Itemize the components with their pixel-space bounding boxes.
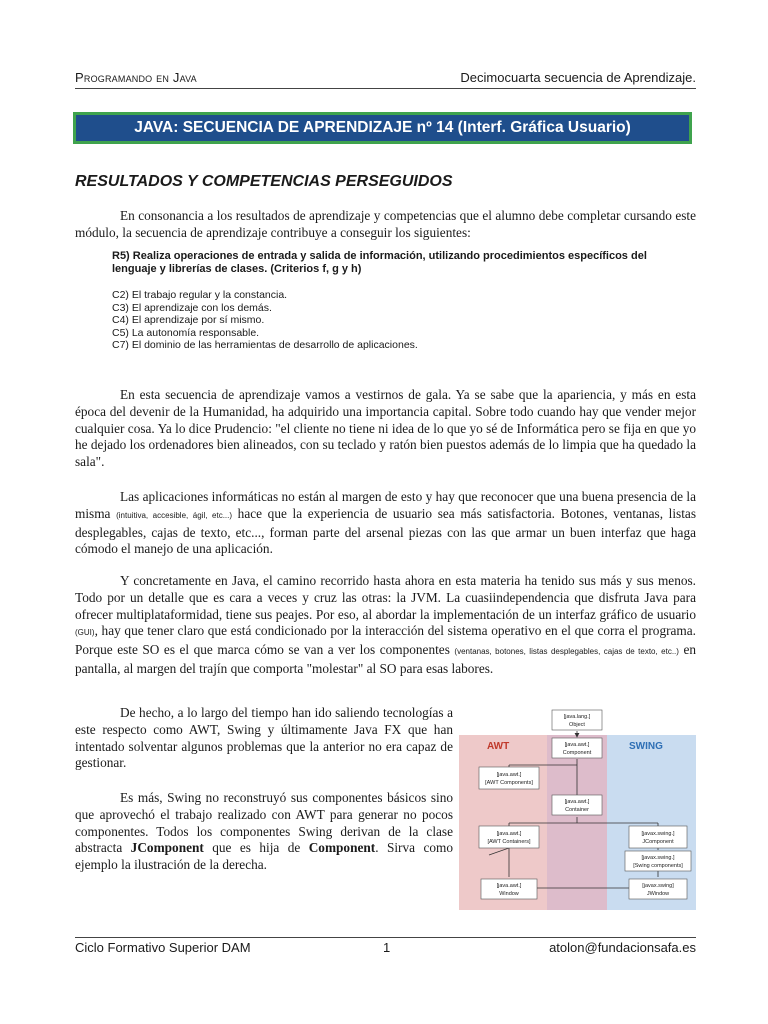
paragraph-5 xyxy=(75,790,453,874)
text-run: Es más, Swing no reconstruyó sus componentes básicos sino que aprovechó el trabajo realizado con AWT para generar no pocos componentes. Todos los componentes Swing derivan de la clase abstracta xyxy=(75,790,453,856)
object-box-package: [java.lang.] xyxy=(563,714,591,720)
header-left-text: Programando en Java xyxy=(75,70,197,85)
awt-components-box-class: [AWT Components] xyxy=(485,780,533,786)
text-run: Y concretamente en Java, el camino recorrido hasta ahora en esta materia ha tenido sus más y sus menos. Todo por un detalle que es cara a veces y cruz las otras: la JVM. La cuasiindependencia que disfruta Java para ofrecer multiplataformidad, tiene sus peajes. Por eso, al abordar la implementación de un interfaz gráfico de usuario xyxy=(75,573,696,622)
awt-containers-box-package: [java.awt.] xyxy=(496,831,522,837)
container-box-class: Container xyxy=(565,807,589,813)
text-run: , hay que tener claro que está condicionado por la interacción del sistema operativo en el que corra el programa. Porque este SO es el que marca cómo se van a ver los componentes xyxy=(75,623,696,658)
text-run: en pantalla, al margen del trajín que comporta "molestar" al SO para esas labores. xyxy=(75,642,697,676)
jcomponent-box-class: JComponent xyxy=(642,839,674,845)
swing-components-box-package: [javax.swing.] xyxy=(641,855,675,861)
footer-page-number: 1 xyxy=(383,940,391,955)
paragraph-4: De hecho, a lo largo del tiempo han ido saliendo tecnologías a este respecto como AWT, Swing y últimamente Java FX que han intentado solventar algunos problemas que la anterior no era capaz de gestionar. xyxy=(75,705,453,771)
r5-result: R5) Realiza operaciones de entrada y salida de información, utilizando procedimientos específicos del lenguaje y librerías de clases. (Criterios f, g y h) xyxy=(112,250,647,275)
awt-containers-box-class: [AWT Containers] xyxy=(487,839,531,845)
component-term: Component xyxy=(308,840,376,856)
banner-title: JAVA: SECUENCIA DE APRENDIZAJE nº 14 (Interf. Gráfica Usuario) xyxy=(134,119,631,136)
criteria-item: C2) El trabajo regular y la constancia. xyxy=(112,289,288,301)
page-header xyxy=(75,68,696,89)
component-box-class: Component xyxy=(562,750,592,756)
swing-label: SWING xyxy=(629,741,663,752)
page-footer xyxy=(75,937,696,958)
awt-label: AWT xyxy=(487,741,510,752)
small-note: (ventanas, botones, listas desplegables, cajas de texto, etc..) xyxy=(454,647,679,657)
criteria-item: C3) El aprendizaje con los demás. xyxy=(112,301,272,314)
footer-email: atolon@fundacionsafa.es xyxy=(549,940,696,955)
criteria-item: C7) El dominio de las herramientas de desarrollo de aplicaciones. xyxy=(112,339,418,351)
text-run: . Sirva como ejemplo la ilustración de la derecha. xyxy=(75,840,453,873)
awt-components-box-package: [java.awt.] xyxy=(496,772,522,778)
criteria-list xyxy=(112,289,418,352)
title-banner xyxy=(73,112,692,144)
jwindow-box-class: JWindow xyxy=(646,891,670,897)
swing-components-box-class: [Swing components] xyxy=(633,863,683,869)
object-box-class: Object xyxy=(569,722,585,728)
footer-course: Ciclo Formativo Superior DAM xyxy=(75,940,251,955)
window-box-package: [java.awt.] xyxy=(496,883,522,889)
jcomponent-term: JComponent xyxy=(130,840,204,856)
text-run: que es hija de xyxy=(203,840,309,856)
component-box-package: [java.awt.] xyxy=(564,742,590,748)
header-right-text: Decimocuarta secuencia de Aprendizaje. xyxy=(460,70,696,85)
small-note: (GUI) xyxy=(75,628,95,638)
criteria-item: C5) La autonomía responsable. xyxy=(112,326,260,339)
text-run: hace que la experiencia de usuario sea más satisfactoria. Botones, ventanas, listas desplegables, cajas de texto, etc..., forman parte del arsenal piezas con las que armar un buen interfaz que haga cómodo el manejo de una aplicación. xyxy=(75,505,696,557)
criteria-item: C4) El aprendizaje por sí mismo. xyxy=(112,314,265,326)
awt-swing-hierarchy-diagram xyxy=(459,705,696,910)
paragraph-3 xyxy=(75,573,696,678)
section-title: RESULTADOS Y COMPETENCIAS PERSEGUIDOS xyxy=(75,173,453,190)
jcomponent-box-package: [javax.swing.] xyxy=(641,831,675,837)
text-run: Las aplicaciones informáticas no están al margen de esto y hay que reconocer que una buena presencia de la misma xyxy=(75,489,696,521)
intro-paragraph: En consonancia a los resultados de aprendizaje y competencias que el alumno debe completar cursando este módulo, la secuencia de aprendizaje contribuye a conseguir los siguientes: xyxy=(75,208,696,240)
container-box-package: [java.awt.] xyxy=(564,799,590,805)
small-note: (intuitiva, accesible, ágil, etc...) xyxy=(116,510,233,520)
paragraph-1: En esta secuencia de aprendizaje vamos a vestirnos de gala. Ya se sabe que la apariencia, y más en esta época del devenir de la Humanidad, ha adquirido una importancia capital. Sobre todo cuando hay que vender mejor cualquier cosa. Ya lo dice Prudencio: "el cliente no tiene ni idea de lo que yo sé de Informática pero se fija en que yo he dejado los ordenadores bien alineados, con su teclado y ratón bien puestos además de lo limpia que ha quedado la sala". xyxy=(75,387,696,470)
window-box-class: Window xyxy=(499,891,519,897)
paragraph-2 xyxy=(75,489,696,558)
jwindow-box-package: [javax.swing] xyxy=(642,883,674,889)
